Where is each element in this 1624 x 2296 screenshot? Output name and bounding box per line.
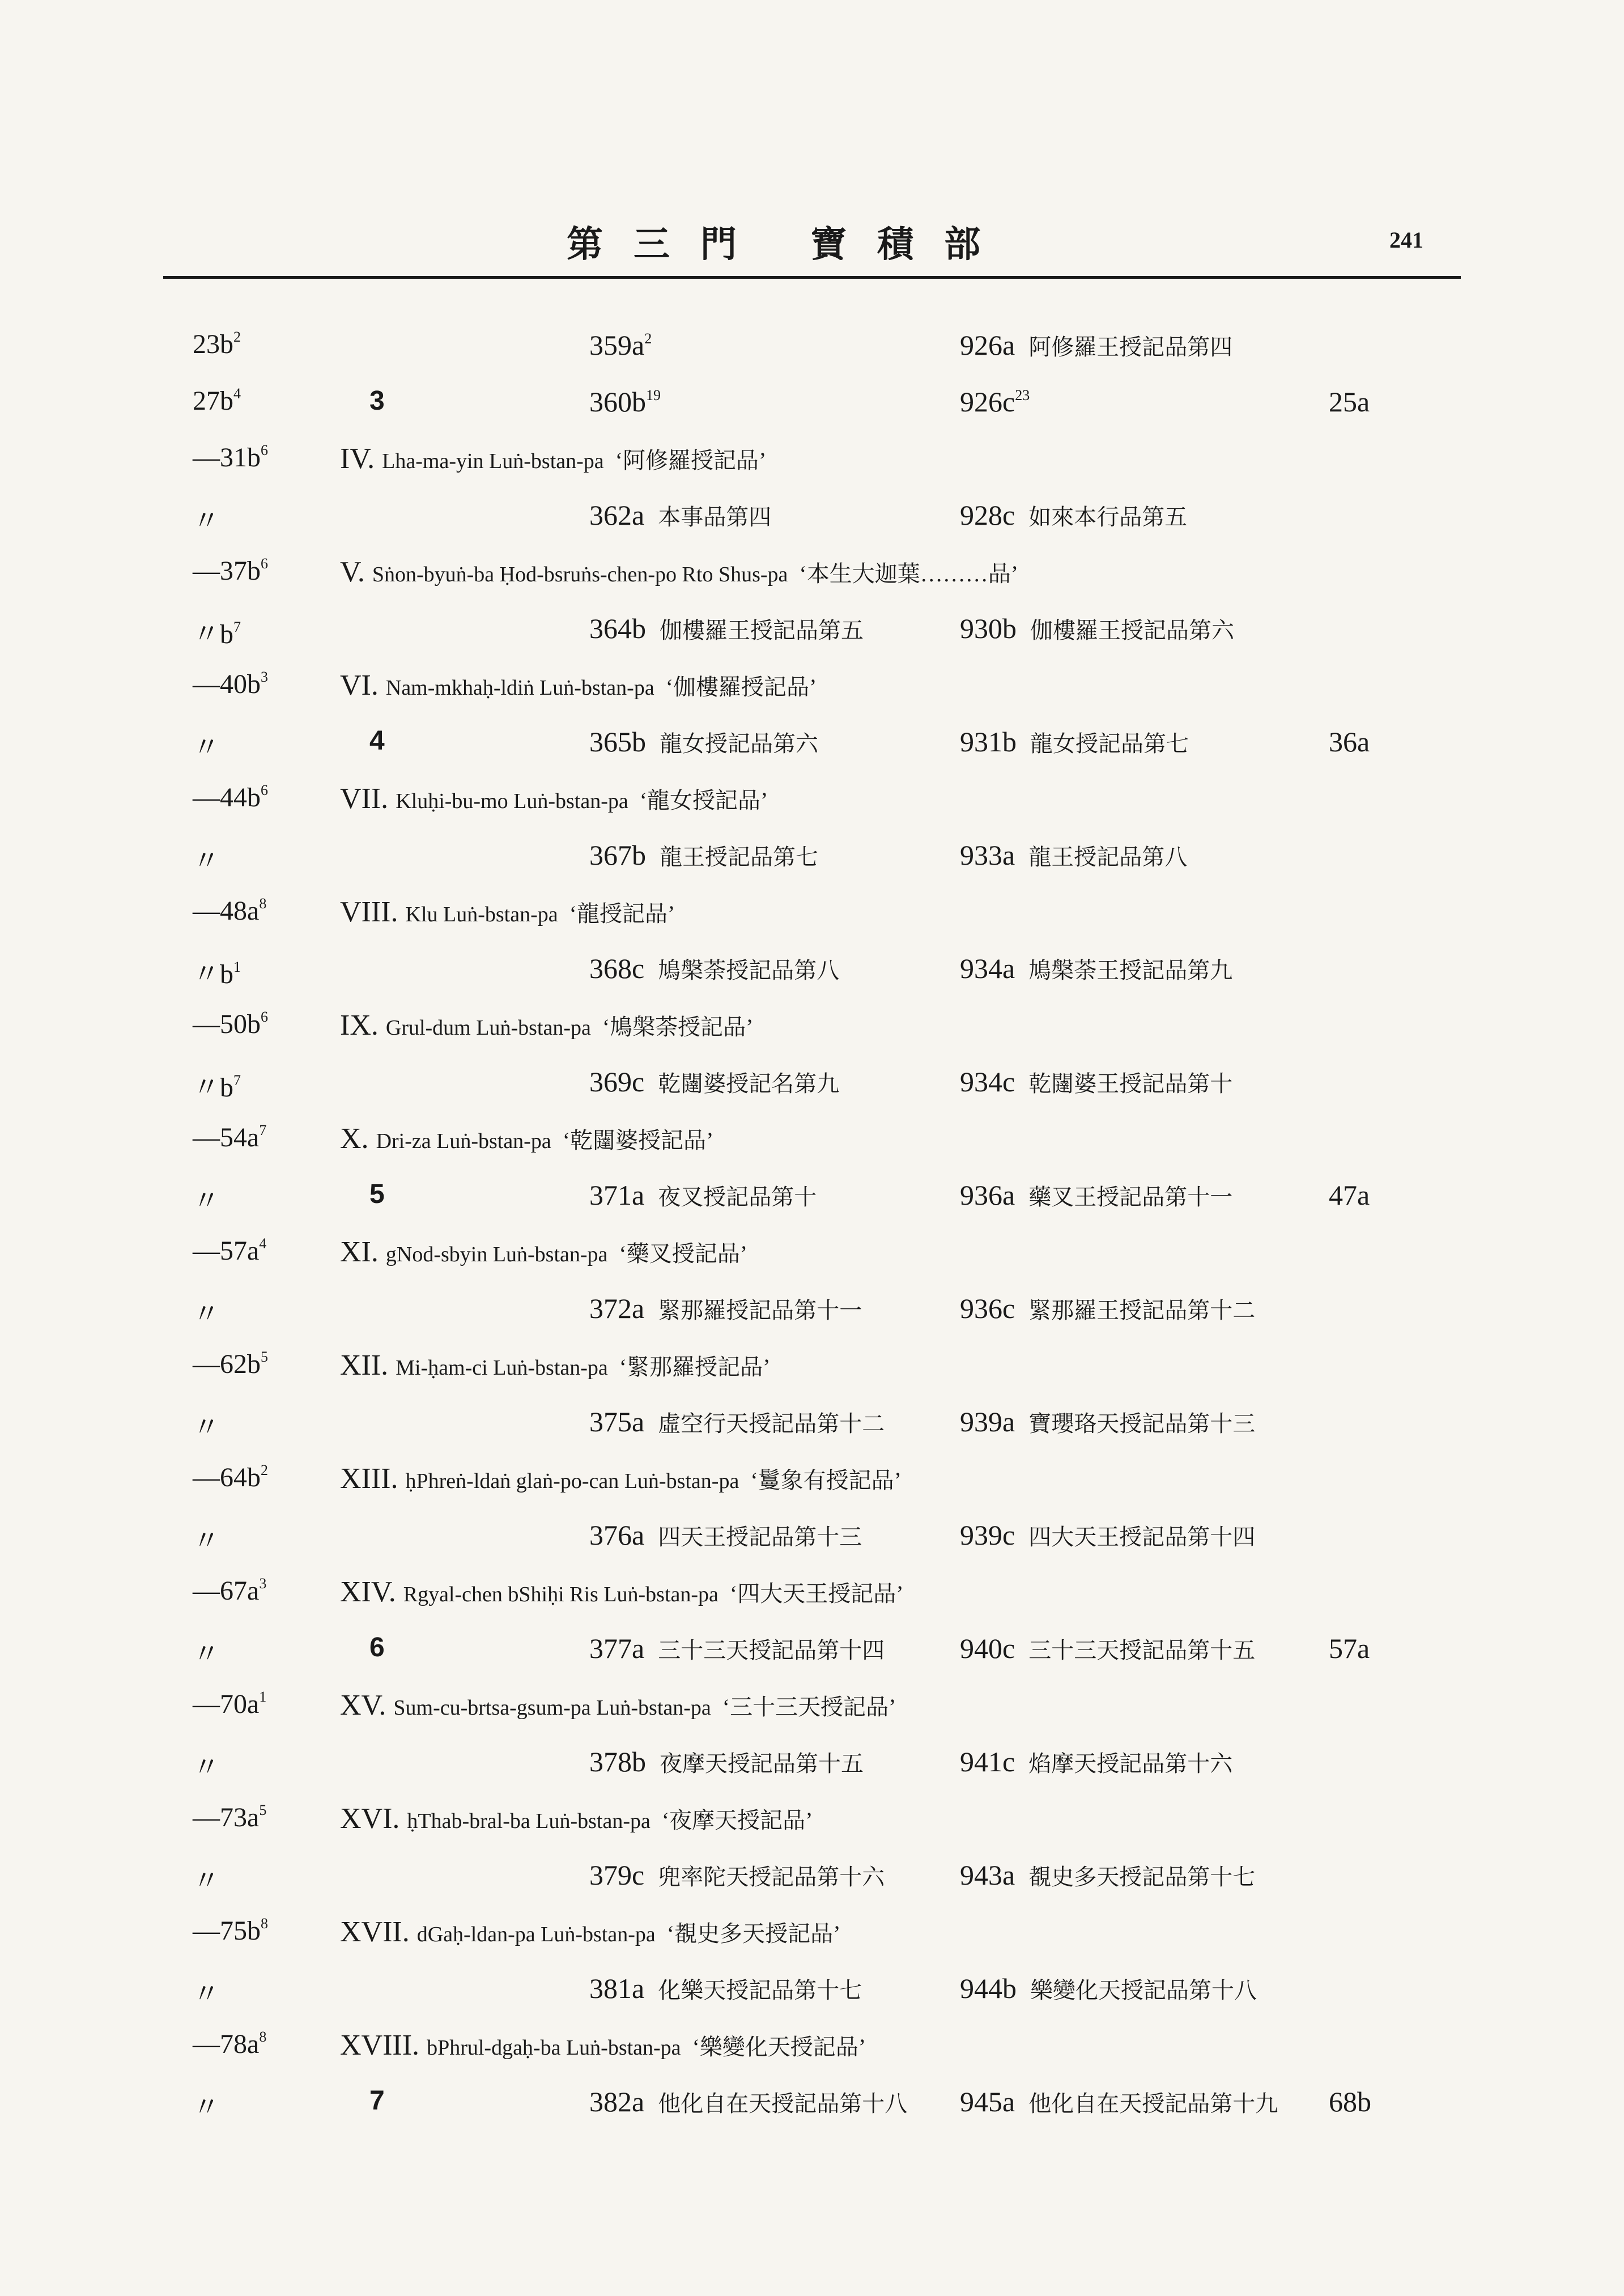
taisho-ref-1 <box>589 1065 839 1098</box>
folio-ref-text: —44b <box>193 783 261 813</box>
taisho-ref-1 <box>589 1292 862 1325</box>
taisho-ref-1-text: 378b <box>589 1746 646 1778</box>
taisho-ref-1-text: 375a <box>589 1406 645 1438</box>
taisho-ref-2-text: 936a <box>960 1179 1015 1211</box>
tibetan-title: Dri-za Luṅ-bstan-pa <box>376 1129 551 1153</box>
folio-ref <box>193 1179 220 1218</box>
table-row <box>0 442 1624 499</box>
folio-ref-text: 〃b <box>193 959 234 989</box>
taisho-ref-1 <box>589 2085 907 2118</box>
taisho-ref-1-text: 362a <box>589 499 645 531</box>
tibetan-title: dGaḥ-ldan-pa Luṅ-bstan-pa <box>416 1923 656 1946</box>
volume-number: 4 <box>369 726 385 756</box>
table-row <box>0 1802 1624 1859</box>
taisho-ref-1-text: 367b <box>589 839 646 871</box>
chapter-numeral: XVIII. <box>340 2029 427 2061</box>
chapter-title <box>340 1235 747 1269</box>
chinese-title: ‘鬘象有授記品’ <box>750 1468 902 1493</box>
chapter-numeral: XI. <box>340 1236 386 1268</box>
tibetan-title: bPhrul-dgaḥ-ba Luṅ-bstan-pa <box>427 2036 681 2060</box>
taisho-ref-1-text: 359a <box>589 329 645 361</box>
folio-ref-text: 〃 <box>193 1979 220 2009</box>
folio-ref <box>193 1802 266 1833</box>
chapter-numeral: XVII. <box>340 1916 417 1948</box>
chinese-title: ‘伽樓羅授記品’ <box>665 674 817 700</box>
tibetan-title: Lha-ma-yin Luṅ-bstan-pa <box>382 449 604 473</box>
taisho-ref-2-text: 941c <box>960 1746 1015 1778</box>
folio-ref-text: 〃 <box>193 733 220 763</box>
chinese-title: ‘覩史多天授記品’ <box>666 1921 841 1946</box>
chapter-numeral: V. <box>340 556 372 588</box>
folio-ref-sup: 5 <box>259 1802 267 1818</box>
folio-ref-text: 23b <box>193 329 233 359</box>
header-rule <box>163 276 1461 279</box>
folio-ref-text: 〃 <box>193 1413 220 1443</box>
chapter-title <box>340 2029 866 2062</box>
taisho-ref-1 <box>589 1859 885 1891</box>
table-row <box>0 2085 1624 2142</box>
chapter-name-1: 鳩槃荼授記品第八 <box>658 958 840 984</box>
volume-number: 3 <box>369 386 385 416</box>
taisho-ref-2 <box>960 725 1189 758</box>
table-row <box>0 669 1624 725</box>
taisho-ref-2-text: 936c <box>960 1292 1015 1324</box>
taisho-ref-2 <box>960 499 1187 532</box>
table-row <box>0 1859 1624 1915</box>
taisho-ref-2 <box>960 329 1232 362</box>
volume-number: 5 <box>369 1179 385 1209</box>
chinese-title: ‘本生大迦葉………品’ <box>799 561 1019 586</box>
tibetan-title: Grul-dum Luṅ-bstan-pa <box>385 1016 591 1040</box>
taisho-ref-2-text: 930b <box>960 613 1017 644</box>
folio-ref <box>193 952 241 991</box>
folio-ref <box>193 839 220 878</box>
table-row <box>0 1632 1624 1689</box>
chapter-name-2: 藥叉王授記品第十一 <box>1028 1184 1233 1210</box>
folio-ref-text: 〃 <box>193 1526 220 1556</box>
chapter-name-2: 樂變化天授記品第十八 <box>1030 1978 1257 2004</box>
folio-ref-sup: 2 <box>261 1462 268 1478</box>
folio-ref <box>193 782 268 813</box>
folio-ref-text: —70a <box>193 1689 260 1719</box>
taisho-ref-2-text: 944b <box>960 1972 1017 2004</box>
table-row <box>0 1689 1624 1745</box>
page-number: 241 <box>1389 227 1423 253</box>
folio-ref <box>193 1575 266 1606</box>
folio-ref-text: —62b <box>193 1349 261 1379</box>
folio-ref-sup: 3 <box>261 669 268 685</box>
folio-ref <box>193 1405 220 1444</box>
chapter-name-2: 如來本行品第五 <box>1028 504 1188 530</box>
taisho-ref-2 <box>960 839 1187 871</box>
taisho-ref-1 <box>589 839 818 871</box>
taisho-ref-1-text: 364b <box>589 613 646 644</box>
taisho-ref-1 <box>589 725 818 758</box>
chinese-title: ‘緊那羅授記品’ <box>619 1354 771 1380</box>
chapter-title <box>340 1802 813 1835</box>
taisho-ref-1-text: 377a <box>589 1632 645 1664</box>
taisho-ref-1 <box>589 952 839 985</box>
folio-ref <box>193 895 266 926</box>
folio-ref-text: —57a <box>193 1236 260 1266</box>
taisho-ref-2-text: 940c <box>960 1632 1015 1664</box>
taisho-ref-2 <box>960 1292 1255 1325</box>
folio-ref <box>193 2029 266 2060</box>
table-row <box>0 1179 1624 1235</box>
chapter-name-2: 伽樓羅王授記品第六 <box>1030 618 1234 644</box>
tibetan-title: Nam-mkhaḥ-ldiṅ Luṅ-bstan-pa <box>385 676 654 700</box>
table-row <box>0 499 1624 555</box>
chapter-name-1: 兜率陀天授記品第十六 <box>658 1864 885 1890</box>
table-row <box>0 2029 1624 2085</box>
taisho-ref-1 <box>589 1745 864 1778</box>
chapter-name-2: 三十三天授記品第十五 <box>1028 1638 1256 1664</box>
taisho-ref-2 <box>960 1632 1255 1665</box>
chapter-name-2: 乾闥婆王授記品第十 <box>1028 1071 1233 1097</box>
folio-ref-sup: 7 <box>259 1122 267 1138</box>
taisho-ref-2 <box>960 612 1234 645</box>
chapter-title <box>340 669 817 702</box>
folio-ref <box>193 385 241 416</box>
volume-number: 7 <box>369 2086 385 2116</box>
chapter-title <box>340 1575 904 1609</box>
table-row <box>0 1122 1624 1179</box>
table-row <box>0 1349 1624 1405</box>
taisho-ref-2-text: 939a <box>960 1406 1015 1438</box>
folio-ref-3: 47a <box>1329 1179 1370 1211</box>
folio-ref-text: 〃 <box>193 846 220 876</box>
chapter-numeral: VI. <box>340 669 386 701</box>
chapter-title <box>340 1009 753 1042</box>
taisho-ref-1 <box>589 1179 817 1211</box>
chapter-numeral: IX. <box>340 1009 386 1041</box>
folio-ref-text: 〃 <box>193 1866 220 1896</box>
folio-ref-sup: 7 <box>233 1072 241 1089</box>
chapter-name-2: 龍王授記品第八 <box>1028 844 1188 870</box>
table-row <box>0 1915 1624 1972</box>
table-row <box>0 782 1624 839</box>
folio-ref <box>193 1122 266 1153</box>
folio-ref-sup: 7 <box>233 619 241 635</box>
taisho-ref-1-text: 365b <box>589 726 646 758</box>
folio-ref <box>193 1859 220 1898</box>
folio-ref <box>193 499 220 538</box>
taisho-ref-1-sup: 19 <box>646 387 661 403</box>
folio-ref <box>193 1065 241 1104</box>
folio-ref <box>193 442 268 473</box>
taisho-ref-1 <box>589 329 652 362</box>
folio-ref-text: —78a <box>193 2029 260 2059</box>
chapter-numeral: XIII. <box>340 1462 406 1495</box>
chinese-title: ‘樂變化天授記品’ <box>692 2034 866 2060</box>
folio-ref <box>193 1689 266 1720</box>
folio-ref-text: —64b <box>193 1462 261 1493</box>
chapter-name-2: 他化自在天授記品第十九 <box>1028 2091 1278 2117</box>
chapter-name-1: 三十三天授記品第十四 <box>658 1638 885 1664</box>
tibetan-title: ḥThab-bral-ba Luṅ-bstan-pa <box>407 1809 651 1833</box>
folio-ref-text: 〃 <box>193 506 220 536</box>
tibetan-title: Mi-ḥam-ci Luṅ-bstan-pa <box>396 1356 608 1380</box>
taisho-ref-2-text: 926a <box>960 329 1015 361</box>
taisho-ref-2 <box>960 2085 1278 2118</box>
taisho-ref-1 <box>589 1632 885 1665</box>
taisho-ref-2 <box>960 1972 1257 2005</box>
table-row <box>0 1745 1624 1802</box>
table-row <box>0 1972 1624 2029</box>
taisho-ref-2 <box>960 1065 1232 1098</box>
folio-ref <box>193 612 241 651</box>
folio-ref-text: —73a <box>193 1802 260 1832</box>
folio-ref <box>193 1915 268 1946</box>
taisho-ref-2-sup: 23 <box>1015 387 1030 403</box>
chapter-title <box>340 782 768 815</box>
table-row <box>0 1575 1624 1632</box>
chapter-title <box>340 1122 713 1155</box>
taisho-ref-2 <box>960 952 1232 985</box>
folio-ref-text: —67a <box>193 1576 260 1606</box>
chapter-name-1: 虛空行天授記品第十二 <box>658 1411 885 1437</box>
chinese-title: ‘三十三天授記品’ <box>722 1694 896 1720</box>
chinese-title: ‘乾闥婆授記品’ <box>562 1128 714 1153</box>
volume-number: 6 <box>369 1632 385 1663</box>
table-row <box>0 555 1624 612</box>
chapter-name-1: 四天王授記品第十三 <box>658 1524 862 1550</box>
chapter-name-1: 化樂天授記品第十七 <box>658 1978 862 2004</box>
taisho-ref-1 <box>589 1405 885 1438</box>
taisho-ref-2-text: 934c <box>960 1066 1015 1098</box>
chapter-name-1: 龍王授記品第七 <box>660 844 818 870</box>
taisho-ref-1 <box>589 499 771 532</box>
taisho-ref-2-text: 943a <box>960 1859 1015 1891</box>
folio-ref-text: —50b <box>193 1009 261 1039</box>
folio-ref-sup: 5 <box>261 1349 268 1365</box>
folio-ref <box>193 669 268 700</box>
folio-ref-sup: 6 <box>261 782 268 798</box>
taisho-ref-2 <box>960 1745 1232 1778</box>
folio-ref-sup: 4 <box>233 385 241 402</box>
folio-ref-text: —48a <box>193 896 260 926</box>
folio-ref-sup: 8 <box>259 895 267 912</box>
taisho-ref-1-text: 376a <box>589 1519 645 1551</box>
table-row <box>0 895 1624 952</box>
taisho-ref-2-text: 945a <box>960 2086 1015 2118</box>
chapter-numeral: XII. <box>340 1349 396 1381</box>
taisho-ref-2-text: 939c <box>960 1519 1015 1551</box>
folio-ref-3: 57a <box>1329 1632 1370 1664</box>
folio-ref-text: —75b <box>193 1916 261 1946</box>
chapter-name-1: 夜叉授記品第十 <box>658 1184 817 1210</box>
folio-ref-text: —37b <box>193 556 261 586</box>
folio-ref-sup: 8 <box>259 2029 267 2045</box>
taisho-ref-2 <box>960 385 1030 418</box>
taisho-ref-2 <box>960 1859 1255 1891</box>
taisho-ref-1 <box>589 1972 862 2005</box>
chapter-title <box>340 895 675 929</box>
folio-ref-text: 〃 <box>193 1299 220 1329</box>
folio-ref <box>193 1235 266 1266</box>
chapter-name-1: 他化自在天授記品第十八 <box>658 2091 908 2117</box>
folio-ref <box>193 1009 268 1040</box>
taisho-ref-2-text: 931b <box>960 726 1017 758</box>
taisho-ref-2 <box>960 1519 1255 1551</box>
folio-ref-sup: 6 <box>261 442 268 458</box>
taisho-ref-2-text: 934a <box>960 953 1015 984</box>
chapter-title <box>340 555 1018 589</box>
taisho-ref-2-text: 928c <box>960 499 1015 531</box>
folio-ref <box>193 1632 220 1671</box>
table-row <box>0 1065 1624 1122</box>
chinese-title: ‘龍授記品’ <box>569 901 675 926</box>
taisho-ref-1 <box>589 1519 862 1551</box>
chapter-name-1: 乾闥婆授記名第九 <box>658 1071 840 1097</box>
taisho-ref-1-text: 369c <box>589 1066 645 1098</box>
folio-ref-sup: 4 <box>259 1235 267 1252</box>
chapter-numeral: IV. <box>340 443 382 475</box>
chapter-title <box>340 1689 896 1722</box>
folio-ref-sup: 3 <box>259 1575 267 1592</box>
folio-ref-sup: 8 <box>261 1915 268 1932</box>
folio-ref <box>193 1972 220 2011</box>
folio-ref <box>193 1519 220 1558</box>
folio-ref-sup: 2 <box>233 329 241 345</box>
chapter-name-1: 龍女授記品第六 <box>660 731 818 757</box>
folio-ref <box>193 1745 220 1784</box>
taisho-ref-2 <box>960 1405 1255 1438</box>
table-row <box>0 725 1624 782</box>
folio-ref-sup: 6 <box>261 555 268 572</box>
folio-ref <box>193 725 220 764</box>
chapter-title <box>340 1462 902 1495</box>
table-row <box>0 1292 1624 1349</box>
taisho-ref-1-text: 379c <box>589 1859 645 1891</box>
folio-ref-text: 〃 <box>193 1753 220 1783</box>
tibetan-title: gNod-sbyin Luṅ-bstan-pa <box>385 1243 608 1266</box>
table-row <box>0 952 1624 1009</box>
folio-ref <box>193 1349 268 1380</box>
folio-ref <box>193 2085 220 2124</box>
chapter-title <box>340 442 766 475</box>
chapter-name-1: 本事品第四 <box>658 504 772 530</box>
table-row <box>0 1462 1624 1519</box>
folio-ref-sup: 6 <box>261 1009 268 1025</box>
table-row <box>0 329 1624 385</box>
folio-ref-3: 25a <box>1329 386 1370 418</box>
taisho-ref-1-text: 372a <box>589 1292 645 1324</box>
chinese-title: ‘夜摩天授記品’ <box>661 1808 813 1833</box>
page-heading: 第三門 寶積部 <box>567 223 1011 266</box>
table-row <box>0 612 1624 669</box>
taisho-ref-1-sup: 2 <box>644 330 652 347</box>
chapter-name-2: 四大天王授記品第十四 <box>1028 1524 1256 1550</box>
folio-ref <box>193 329 241 360</box>
folio-ref-text: 〃 <box>193 2093 220 2123</box>
chapter-name-2: 阿修羅王授記品第四 <box>1028 334 1233 360</box>
table-row <box>0 1235 1624 1292</box>
chapter-name-1: 夜摩天授記品第十五 <box>660 1751 864 1777</box>
folio-ref-text: 〃 <box>193 1186 220 1216</box>
chinese-title: ‘龍女授記品’ <box>639 788 768 813</box>
taisho-ref-1 <box>589 612 864 645</box>
taisho-ref-1-text: 381a <box>589 1972 645 2004</box>
folio-ref-sup: 1 <box>259 1689 267 1705</box>
folio-ref <box>193 1292 220 1331</box>
table-row <box>0 839 1624 895</box>
table-row <box>0 1405 1624 1462</box>
tibetan-title: Sṅon-byuṅ-ba Ḥod-bsruṅs-chen-po Rto Shus-pa <box>372 563 788 586</box>
chapter-name-2: 緊那羅王授記品第十二 <box>1028 1298 1256 1324</box>
tibetan-title: Rgyal-chen bShiḥi Ris Luṅ-bstan-pa <box>403 1583 719 1606</box>
table-row <box>0 1009 1624 1065</box>
chapter-numeral: X. <box>340 1123 376 1155</box>
taisho-ref-1-text: 371a <box>589 1179 645 1211</box>
chapter-name-2: 寶瓔珞天授記品第十三 <box>1028 1411 1256 1437</box>
tibetan-title: Klu Luṅ-bstan-pa <box>405 903 558 926</box>
chapter-numeral: XV. <box>340 1689 394 1721</box>
chapter-name-2: 鳩槃荼王授記品第九 <box>1028 958 1233 984</box>
tibetan-title: ḥPhreṅ-ldaṅ glaṅ-po-can Luṅ-bstan-pa <box>405 1469 739 1493</box>
chapter-title <box>340 1915 840 1949</box>
chapter-name-1: 緊那羅授記品第十一 <box>658 1298 862 1324</box>
taisho-ref-2-text: 933a <box>960 839 1015 871</box>
folio-ref-text: —40b <box>193 669 261 699</box>
folio-ref-text: —54a <box>193 1123 260 1153</box>
folio-ref-text: —31b <box>193 443 261 473</box>
folio-ref-text: 〃 <box>193 1639 220 1669</box>
chapter-numeral: VIII. <box>340 896 406 928</box>
taisho-ref-2-text: 926c <box>960 386 1015 418</box>
taisho-ref-1-text: 368c <box>589 953 645 984</box>
chapter-numeral: VII. <box>340 783 396 815</box>
chapter-numeral: XIV. <box>340 1576 403 1608</box>
chinese-title: ‘鳩槃荼授記品’ <box>602 1014 754 1040</box>
taisho-ref-1 <box>589 385 661 418</box>
chapter-title <box>340 1349 770 1382</box>
chapter-name-2: 焰摩天授記品第十六 <box>1028 1751 1233 1777</box>
folio-ref <box>193 1462 268 1493</box>
chapter-name-2: 覩史多天授記品第十七 <box>1028 1864 1256 1890</box>
tibetan-title: Kluḥi-bu-mo Luṅ-bstan-pa <box>396 789 628 813</box>
folio-ref-text: 〃b <box>193 619 234 649</box>
table-row <box>0 1519 1624 1575</box>
folio-ref-sup: 1 <box>233 959 241 975</box>
folio-ref-text: 27b <box>193 386 233 416</box>
folio-ref-text: 〃b <box>193 1073 234 1103</box>
folio-ref-3: 36a <box>1329 726 1370 758</box>
taisho-ref-1-text: 382a <box>589 2086 645 2118</box>
table-row <box>0 385 1624 442</box>
folio-ref <box>193 555 268 586</box>
chapter-numeral: XVI. <box>340 1802 407 1835</box>
tibetan-title: Sum-cu-brtsa-gsum-pa Luṅ-bstan-pa <box>393 1696 711 1720</box>
chinese-title: ‘四大天王授記品’ <box>729 1581 904 1606</box>
taisho-ref-1-text: 360b <box>589 386 646 418</box>
folio-ref-3: 68b <box>1329 2086 1371 2118</box>
taisho-ref-2 <box>960 1179 1232 1211</box>
chapter-name-1: 伽樓羅王授記品第五 <box>660 618 864 644</box>
chinese-title: ‘阿修羅授記品’ <box>615 448 767 473</box>
chapter-name-2: 龍女授記品第七 <box>1030 731 1189 757</box>
chinese-title: ‘藥叉授記品’ <box>619 1241 748 1266</box>
